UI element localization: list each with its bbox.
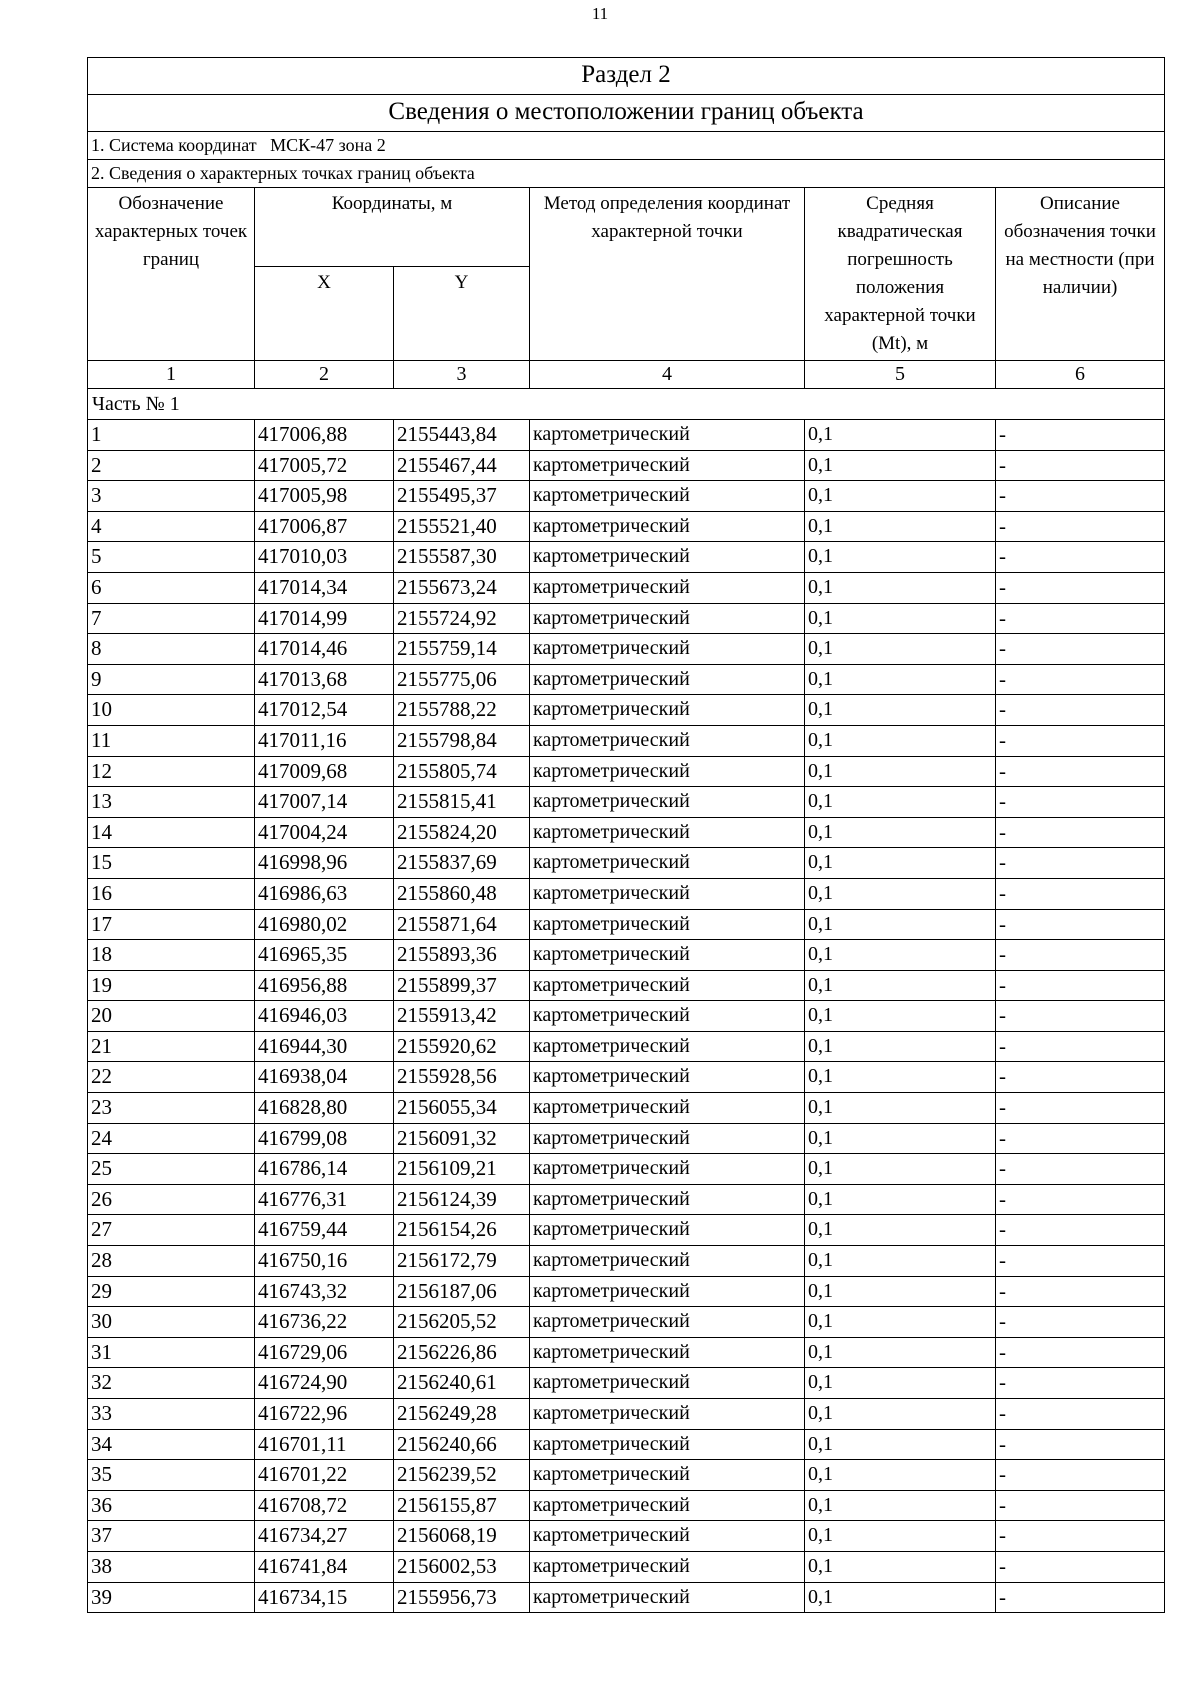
cell-y: 2155443,84 xyxy=(394,420,530,451)
table-row xyxy=(88,1154,1165,1185)
table-row xyxy=(88,481,1165,512)
table-row xyxy=(88,756,1165,787)
cell-description: - xyxy=(996,1001,1165,1032)
cell-point: 24 xyxy=(88,1123,255,1154)
cell-description: - xyxy=(996,420,1165,451)
cell-x: 416743,32 xyxy=(255,1276,394,1307)
cell-point: 21 xyxy=(88,1031,255,1062)
cell-description: - xyxy=(996,1215,1165,1246)
cell-error: 0,1 xyxy=(805,695,996,726)
cell-point: 14 xyxy=(88,817,255,848)
cell-method: картометрический xyxy=(530,1307,805,1338)
cell-x: 416946,03 xyxy=(255,1001,394,1032)
table-row xyxy=(88,664,1165,695)
cell-point: 9 xyxy=(88,664,255,695)
cell-point: 18 xyxy=(88,940,255,971)
table-row xyxy=(88,848,1165,879)
table-row xyxy=(88,1551,1165,1582)
cell-y: 2156240,66 xyxy=(394,1429,530,1460)
cell-y: 2156205,52 xyxy=(394,1307,530,1338)
cell-method: картометрический xyxy=(530,848,805,879)
cell-error: 0,1 xyxy=(805,817,996,848)
cell-error: 0,1 xyxy=(805,1368,996,1399)
cell-point: 2 xyxy=(88,450,255,481)
section-title: Раздел 2 xyxy=(88,58,1165,95)
cell-error: 0,1 xyxy=(805,909,996,940)
cell-description: - xyxy=(996,1093,1165,1124)
cell-description: - xyxy=(996,1490,1165,1521)
cell-point: 22 xyxy=(88,1062,255,1093)
cell-point: 25 xyxy=(88,1154,255,1185)
cell-method: картометрический xyxy=(530,1521,805,1552)
cell-x: 416965,35 xyxy=(255,940,394,971)
cell-x: 417014,34 xyxy=(255,572,394,603)
cell-error: 0,1 xyxy=(805,756,996,787)
cell-description: - xyxy=(996,1368,1165,1399)
cell-x: 416701,11 xyxy=(255,1429,394,1460)
cell-y: 2155798,84 xyxy=(394,725,530,756)
cell-point: 5 xyxy=(88,542,255,573)
cell-method: картометрический xyxy=(530,542,805,573)
cell-description: - xyxy=(996,1460,1165,1491)
cell-x: 417010,03 xyxy=(255,542,394,573)
cell-y: 2155467,44 xyxy=(394,450,530,481)
table-row xyxy=(88,1460,1165,1491)
cell-method: картометрический xyxy=(530,970,805,1001)
table-row xyxy=(88,970,1165,1001)
table-row xyxy=(88,603,1165,634)
cell-point: 7 xyxy=(88,603,255,634)
cell-error: 0,1 xyxy=(805,725,996,756)
cell-method: картометрический xyxy=(530,1490,805,1521)
table-row xyxy=(88,787,1165,818)
column-number: 4 xyxy=(530,361,805,389)
cell-error: 0,1 xyxy=(805,1551,996,1582)
cell-method: картометрический xyxy=(530,450,805,481)
cell-point: 37 xyxy=(88,1521,255,1552)
table-row xyxy=(88,1031,1165,1062)
cell-description: - xyxy=(996,1429,1165,1460)
cell-x: 417013,68 xyxy=(255,664,394,695)
column-number: 5 xyxy=(805,361,996,389)
header-coordinates: Координаты, м xyxy=(255,188,530,267)
cell-x: 416956,88 xyxy=(255,970,394,1001)
cell-description: - xyxy=(996,1551,1165,1582)
cell-point: 23 xyxy=(88,1093,255,1124)
cell-error: 0,1 xyxy=(805,1123,996,1154)
column-number: 3 xyxy=(394,361,530,389)
cell-method: картометрический xyxy=(530,1001,805,1032)
table-row xyxy=(88,940,1165,971)
cell-y: 2155673,24 xyxy=(394,572,530,603)
cell-y: 2155805,74 xyxy=(394,756,530,787)
cell-point: 13 xyxy=(88,787,255,818)
table-row xyxy=(88,572,1165,603)
cell-point: 15 xyxy=(88,848,255,879)
cell-point: 32 xyxy=(88,1368,255,1399)
cell-method: картометрический xyxy=(530,1246,805,1277)
cell-description: - xyxy=(996,1062,1165,1093)
cell-description: - xyxy=(996,1307,1165,1338)
cell-error: 0,1 xyxy=(805,1184,996,1215)
cell-description: - xyxy=(996,940,1165,971)
cell-y: 2156055,34 xyxy=(394,1093,530,1124)
table-row xyxy=(88,1490,1165,1521)
table-row xyxy=(88,1521,1165,1552)
cell-error: 0,1 xyxy=(805,572,996,603)
page-number: 11 xyxy=(591,4,609,23)
cell-description: - xyxy=(996,1337,1165,1368)
cell-error: 0,1 xyxy=(805,1307,996,1338)
header-error: Средняя квадратическая погрешность положения характерной точки (Mt), м xyxy=(805,188,996,361)
cell-point: 33 xyxy=(88,1399,255,1430)
cell-error: 0,1 xyxy=(805,1154,996,1185)
cell-error: 0,1 xyxy=(805,450,996,481)
cell-method: картометрический xyxy=(530,940,805,971)
cell-error: 0,1 xyxy=(805,1062,996,1093)
cell-y: 2155920,62 xyxy=(394,1031,530,1062)
cell-error: 0,1 xyxy=(805,940,996,971)
cell-y: 2155837,69 xyxy=(394,848,530,879)
cell-x: 416998,96 xyxy=(255,848,394,879)
cell-x: 417012,54 xyxy=(255,695,394,726)
cell-point: 11 xyxy=(88,725,255,756)
table-row xyxy=(88,695,1165,726)
cell-x: 416734,27 xyxy=(255,1521,394,1552)
cell-error: 0,1 xyxy=(805,848,996,879)
coord-system: 1. Система координат МСК-47 зона 2 xyxy=(88,132,1165,160)
cell-description: - xyxy=(996,756,1165,787)
cell-description: - xyxy=(996,970,1165,1001)
cell-x: 417007,14 xyxy=(255,787,394,818)
cell-error: 0,1 xyxy=(805,603,996,634)
table-row xyxy=(88,1399,1165,1430)
cell-y: 2155899,37 xyxy=(394,970,530,1001)
table-row xyxy=(88,420,1165,451)
cell-error: 0,1 xyxy=(805,1031,996,1062)
cell-x: 416799,08 xyxy=(255,1123,394,1154)
cell-method: картометрический xyxy=(530,1093,805,1124)
cell-x: 416724,90 xyxy=(255,1368,394,1399)
cell-y: 2155788,22 xyxy=(394,695,530,726)
cell-error: 0,1 xyxy=(805,787,996,818)
cell-error: 0,1 xyxy=(805,1460,996,1491)
cell-error: 0,1 xyxy=(805,664,996,695)
cell-y: 2155521,40 xyxy=(394,511,530,542)
cell-method: картометрический xyxy=(530,1123,805,1154)
cell-x: 417011,16 xyxy=(255,725,394,756)
cell-point: 36 xyxy=(88,1490,255,1521)
cell-description: - xyxy=(996,909,1165,940)
cell-point: 38 xyxy=(88,1551,255,1582)
cell-error: 0,1 xyxy=(805,1093,996,1124)
cell-description: - xyxy=(996,603,1165,634)
cell-point: 34 xyxy=(88,1429,255,1460)
cell-method: картометрический xyxy=(530,695,805,726)
cell-point: 17 xyxy=(88,909,255,940)
cell-y: 2155759,14 xyxy=(394,634,530,665)
cell-method: картометрический xyxy=(530,1551,805,1582)
cell-description: - xyxy=(996,725,1165,756)
header-y: Y xyxy=(394,267,530,361)
cell-point: 20 xyxy=(88,1001,255,1032)
cell-method: картометрический xyxy=(530,481,805,512)
cell-point: 16 xyxy=(88,878,255,909)
cell-error: 0,1 xyxy=(805,1337,996,1368)
cell-method: картометрический xyxy=(530,420,805,451)
cell-y: 2156154,26 xyxy=(394,1215,530,1246)
cell-error: 0,1 xyxy=(805,878,996,909)
cell-x: 416750,16 xyxy=(255,1246,394,1277)
table-row xyxy=(88,1123,1165,1154)
header-x: X xyxy=(255,267,394,361)
cell-y: 2156068,19 xyxy=(394,1521,530,1552)
cell-description: - xyxy=(996,817,1165,848)
cell-x: 416729,06 xyxy=(255,1337,394,1368)
cell-x: 417014,46 xyxy=(255,634,394,665)
cell-x: 417004,24 xyxy=(255,817,394,848)
cell-description: - xyxy=(996,1031,1165,1062)
header-method: Метод определения координат характерной точки xyxy=(530,188,805,361)
table-row xyxy=(88,511,1165,542)
cell-description: - xyxy=(996,1521,1165,1552)
cell-y: 2156187,06 xyxy=(394,1276,530,1307)
table-row xyxy=(88,1368,1165,1399)
cell-point: 6 xyxy=(88,572,255,603)
cell-method: картометрический xyxy=(530,817,805,848)
table-row xyxy=(88,542,1165,573)
cell-x: 416759,44 xyxy=(255,1215,394,1246)
table-row xyxy=(88,1276,1165,1307)
table-row xyxy=(88,1001,1165,1032)
cell-error: 0,1 xyxy=(805,481,996,512)
cell-method: картометрический xyxy=(530,664,805,695)
table-row xyxy=(88,1246,1165,1277)
cell-error: 0,1 xyxy=(805,1490,996,1521)
cell-point: 3 xyxy=(88,481,255,512)
cell-description: - xyxy=(996,1276,1165,1307)
cell-point: 26 xyxy=(88,1184,255,1215)
cell-y: 2156109,21 xyxy=(394,1154,530,1185)
cell-point: 19 xyxy=(88,970,255,1001)
cell-method: картометрический xyxy=(530,1031,805,1062)
cell-description: - xyxy=(996,1184,1165,1215)
cell-point: 10 xyxy=(88,695,255,726)
cell-method: картометрический xyxy=(530,572,805,603)
cell-point: 12 xyxy=(88,756,255,787)
cell-method: картометрический xyxy=(530,1399,805,1430)
cell-error: 0,1 xyxy=(805,634,996,665)
cell-y: 2156172,79 xyxy=(394,1246,530,1277)
cell-y: 2155824,20 xyxy=(394,817,530,848)
table-row xyxy=(88,725,1165,756)
cell-method: картометрический xyxy=(530,603,805,634)
cell-method: картометрический xyxy=(530,725,805,756)
header-designation: Обозначение характерных точек границ xyxy=(88,188,255,361)
cell-error: 0,1 xyxy=(805,970,996,1001)
cell-y: 2155724,92 xyxy=(394,603,530,634)
cell-y: 2155775,06 xyxy=(394,664,530,695)
boundary-points-table xyxy=(87,57,1165,1613)
cell-x: 416734,15 xyxy=(255,1582,394,1613)
cell-point: 4 xyxy=(88,511,255,542)
table-row xyxy=(88,634,1165,665)
cell-y: 2155495,37 xyxy=(394,481,530,512)
cell-y: 2155815,41 xyxy=(394,787,530,818)
cell-description: - xyxy=(996,542,1165,573)
cell-y: 2155871,64 xyxy=(394,909,530,940)
table-row xyxy=(88,909,1165,940)
cell-y: 2156091,32 xyxy=(394,1123,530,1154)
cell-x: 417005,98 xyxy=(255,481,394,512)
cell-description: - xyxy=(996,511,1165,542)
cell-x: 416776,31 xyxy=(255,1184,394,1215)
cell-point: 39 xyxy=(88,1582,255,1613)
cell-y: 2156226,86 xyxy=(394,1337,530,1368)
column-number: 1 xyxy=(88,361,255,389)
part-label: Часть № 1 xyxy=(88,389,1165,420)
cell-error: 0,1 xyxy=(805,1521,996,1552)
cell-point: 31 xyxy=(88,1337,255,1368)
cell-error: 0,1 xyxy=(805,542,996,573)
cell-x: 417014,99 xyxy=(255,603,394,634)
cell-x: 417006,88 xyxy=(255,420,394,451)
cell-method: картометрический xyxy=(530,787,805,818)
cell-x: 416786,14 xyxy=(255,1154,394,1185)
cell-method: картометрический xyxy=(530,511,805,542)
cell-y: 2156002,53 xyxy=(394,1551,530,1582)
cell-x: 416741,84 xyxy=(255,1551,394,1582)
cell-x: 417009,68 xyxy=(255,756,394,787)
cell-x: 416736,22 xyxy=(255,1307,394,1338)
cell-description: - xyxy=(996,1246,1165,1277)
cell-y: 2156124,39 xyxy=(394,1184,530,1215)
cell-description: - xyxy=(996,664,1165,695)
column-number: 2 xyxy=(255,361,394,389)
cell-point: 8 xyxy=(88,634,255,665)
cell-description: - xyxy=(996,878,1165,909)
cell-error: 0,1 xyxy=(805,511,996,542)
cell-x: 416708,72 xyxy=(255,1490,394,1521)
cell-error: 0,1 xyxy=(805,1246,996,1277)
cell-description: - xyxy=(996,450,1165,481)
cell-description: - xyxy=(996,848,1165,879)
cell-method: картометрический xyxy=(530,1460,805,1491)
cell-y: 2156155,87 xyxy=(394,1490,530,1521)
cell-error: 0,1 xyxy=(805,1399,996,1430)
cell-method: картометрический xyxy=(530,1582,805,1613)
points-heading: 2. Сведения о характерных точках границ объекта xyxy=(88,160,1165,188)
cell-error: 0,1 xyxy=(805,1276,996,1307)
cell-x: 416722,96 xyxy=(255,1399,394,1430)
cell-error: 0,1 xyxy=(805,1429,996,1460)
cell-x: 417006,87 xyxy=(255,511,394,542)
cell-x: 416944,30 xyxy=(255,1031,394,1062)
cell-point: 28 xyxy=(88,1246,255,1277)
cell-description: - xyxy=(996,1123,1165,1154)
cell-y: 2155893,36 xyxy=(394,940,530,971)
table-row xyxy=(88,1184,1165,1215)
cell-description: - xyxy=(996,572,1165,603)
table-row xyxy=(88,878,1165,909)
cell-point: 30 xyxy=(88,1307,255,1338)
cell-error: 0,1 xyxy=(805,1215,996,1246)
table-row xyxy=(88,1337,1165,1368)
cell-description: - xyxy=(996,787,1165,818)
cell-y: 2156240,61 xyxy=(394,1368,530,1399)
cell-method: картометрический xyxy=(530,1368,805,1399)
cell-method: картометрический xyxy=(530,1184,805,1215)
column-number: 6 xyxy=(996,361,1165,389)
cell-point: 27 xyxy=(88,1215,255,1246)
cell-method: картометрический xyxy=(530,878,805,909)
cell-x: 416828,80 xyxy=(255,1093,394,1124)
header-description: Описание обозначения точки на местности (при наличии) xyxy=(996,188,1165,361)
cell-y: 2155956,73 xyxy=(394,1582,530,1613)
cell-method: картометрический xyxy=(530,756,805,787)
table-row xyxy=(88,1429,1165,1460)
table-row xyxy=(88,817,1165,848)
cell-method: картометрический xyxy=(530,1276,805,1307)
cell-method: картометрический xyxy=(530,1429,805,1460)
cell-x: 416986,63 xyxy=(255,878,394,909)
table-row xyxy=(88,1307,1165,1338)
cell-point: 1 xyxy=(88,420,255,451)
cell-method: картометрический xyxy=(530,1062,805,1093)
cell-y: 2155928,56 xyxy=(394,1062,530,1093)
cell-error: 0,1 xyxy=(805,1582,996,1613)
table-row xyxy=(88,1215,1165,1246)
cell-method: картометрический xyxy=(530,909,805,940)
cell-method: картометрический xyxy=(530,1154,805,1185)
cell-x: 416938,04 xyxy=(255,1062,394,1093)
cell-y: 2155913,42 xyxy=(394,1001,530,1032)
cell-error: 0,1 xyxy=(805,420,996,451)
cell-method: картометрический xyxy=(530,634,805,665)
table-row xyxy=(88,1093,1165,1124)
cell-point: 35 xyxy=(88,1460,255,1491)
cell-description: - xyxy=(996,1399,1165,1430)
cell-x: 417005,72 xyxy=(255,450,394,481)
cell-point: 29 xyxy=(88,1276,255,1307)
cell-description: - xyxy=(996,1154,1165,1185)
section-subtitle: Сведения о местоположении границ объекта xyxy=(88,95,1165,132)
cell-x: 416701,22 xyxy=(255,1460,394,1491)
cell-x: 416980,02 xyxy=(255,909,394,940)
cell-description: - xyxy=(996,695,1165,726)
cell-method: картометрический xyxy=(530,1337,805,1368)
cell-description: - xyxy=(996,1582,1165,1613)
cell-description: - xyxy=(996,481,1165,512)
table-row xyxy=(88,450,1165,481)
cell-y: 2155587,30 xyxy=(394,542,530,573)
cell-method: картометрический xyxy=(530,1215,805,1246)
cell-description: - xyxy=(996,634,1165,665)
table-row xyxy=(88,1062,1165,1093)
cell-y: 2155860,48 xyxy=(394,878,530,909)
cell-y: 2156239,52 xyxy=(394,1460,530,1491)
cell-y: 2156249,28 xyxy=(394,1399,530,1430)
table-row xyxy=(88,1582,1165,1613)
cell-error: 0,1 xyxy=(805,1001,996,1032)
